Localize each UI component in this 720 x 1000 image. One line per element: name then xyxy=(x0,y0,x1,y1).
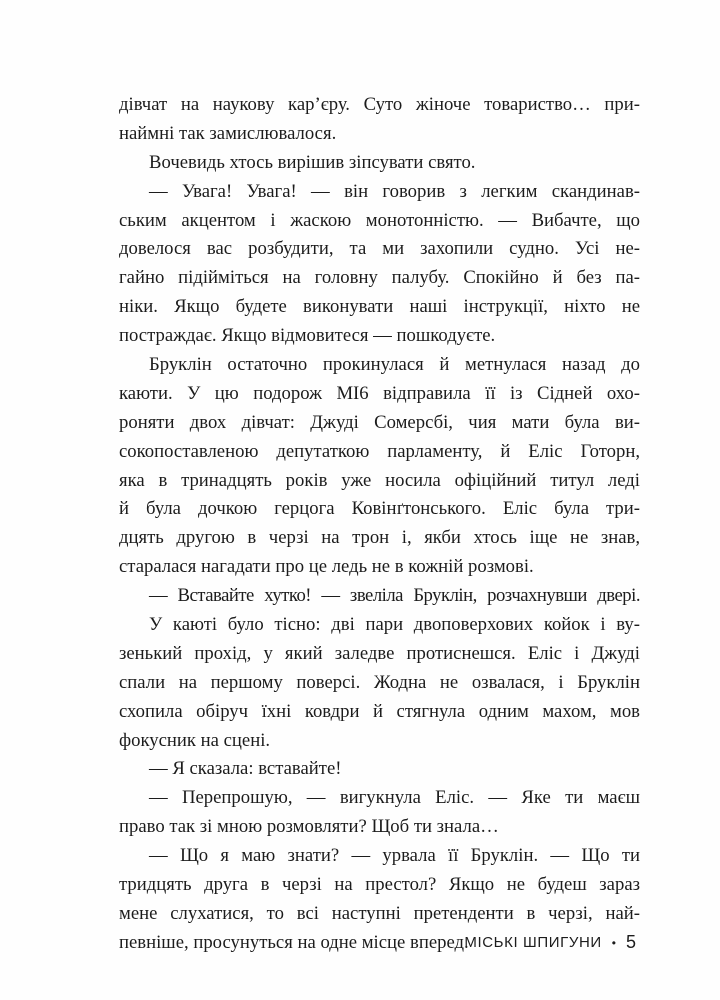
page-footer xyxy=(464,932,636,953)
running-title: МІСЬКІ ШПИГУНИ xyxy=(464,934,602,951)
text-line: ським акцентом і жаскою монотонністю. — Вибачте, що xyxy=(119,209,640,231)
text-line: — Я сказала: вставайте! xyxy=(149,758,342,780)
paragraph xyxy=(119,784,640,842)
paragraph xyxy=(119,91,640,149)
text-line: тридцять друга в черзі на престол? Якщо не будеш зараз xyxy=(119,874,640,896)
text-line: Вочевидь хтось вирішив зіпсувати свято. xyxy=(149,151,476,173)
text-line: ніки. Якщо будете виконувати наші інструкції, ніхто не xyxy=(119,296,640,318)
text-line: сокопоставленою депутаткою парламенту, й Еліс Готорн, xyxy=(119,440,640,462)
text-line: фокусник на сцені. xyxy=(119,729,271,751)
text-line: схопила обіруч їхні ковдри й стягнула одним махом, мов xyxy=(119,700,640,722)
text-line: — Вставайте хутко! — звеліла Бруклін, розчахнувши двері. xyxy=(149,585,640,607)
text-line: й була дочкою герцога Ковінґтонського. Еліс була три- xyxy=(119,498,640,520)
text-line: старалася нагадати про це ледь не в кожній розмові. xyxy=(119,556,534,578)
text-line: Бруклін остаточно прокинулася й метнулася назад до xyxy=(149,354,640,376)
text-line: довелося вас розбудити, та ми захопили судно. Усі не- xyxy=(119,238,640,260)
paragraph xyxy=(119,149,640,178)
page-number: 5 xyxy=(625,932,636,952)
paragraph xyxy=(119,582,640,611)
text-line: спали на першому поверсі. Жодна не озвалася, і Бруклін xyxy=(119,671,640,693)
text-line: певніше, просунуться на одне місце вперед. xyxy=(119,931,469,953)
text-line: — Що я маю знати? — урвала її Бруклін. — Що ти xyxy=(149,845,640,867)
body-text xyxy=(119,91,640,958)
text-line: дцять другою в черзі на трон і, якби хтось іще не знав, xyxy=(119,527,640,549)
text-line: роняти двох дівчат: Джуді Сомерсбі, чия мати була ви- xyxy=(119,411,640,433)
text-line: дівчат на наукову кар’єру. Суто жіноче товариство… при- xyxy=(119,94,640,115)
text-line: — Перепрошую, — вигукнула Еліс. — Яке ти маєш xyxy=(149,787,640,809)
text-line: мене слухатися, то всі наступні претенденти в черзі, най- xyxy=(119,902,640,924)
text-line: — Увага! Увага! — він говорив з легким скандинав- xyxy=(149,180,640,202)
paragraph xyxy=(119,178,640,351)
paragraph xyxy=(119,611,640,755)
paragraph xyxy=(119,755,640,784)
text-line: гайно підійміться на головну палубу. Спокійно й без па- xyxy=(119,267,640,289)
text-line: постраждає. Якщо відмовитеся — пошкодуєте. xyxy=(119,325,496,347)
paragraph xyxy=(119,351,640,582)
text-line: каюти. У цю подорож МІ6 відправила її із Сідней охо- xyxy=(119,382,640,404)
text-line: У каюті було тісно: дві пари двоповерхових койок і ву- xyxy=(149,614,640,636)
text-line: зенький прохід, у який заледве протиснешся. Еліс і Джуді xyxy=(119,642,640,664)
bullet-separator: • xyxy=(611,935,616,950)
text-line: наймні так замислювалося. xyxy=(119,122,337,144)
text-line: яка в тринадцять років уже носила офіційний титул леді xyxy=(119,469,640,491)
text-line: право так зі мною розмовляти? Щоб ти знала… xyxy=(119,816,499,838)
